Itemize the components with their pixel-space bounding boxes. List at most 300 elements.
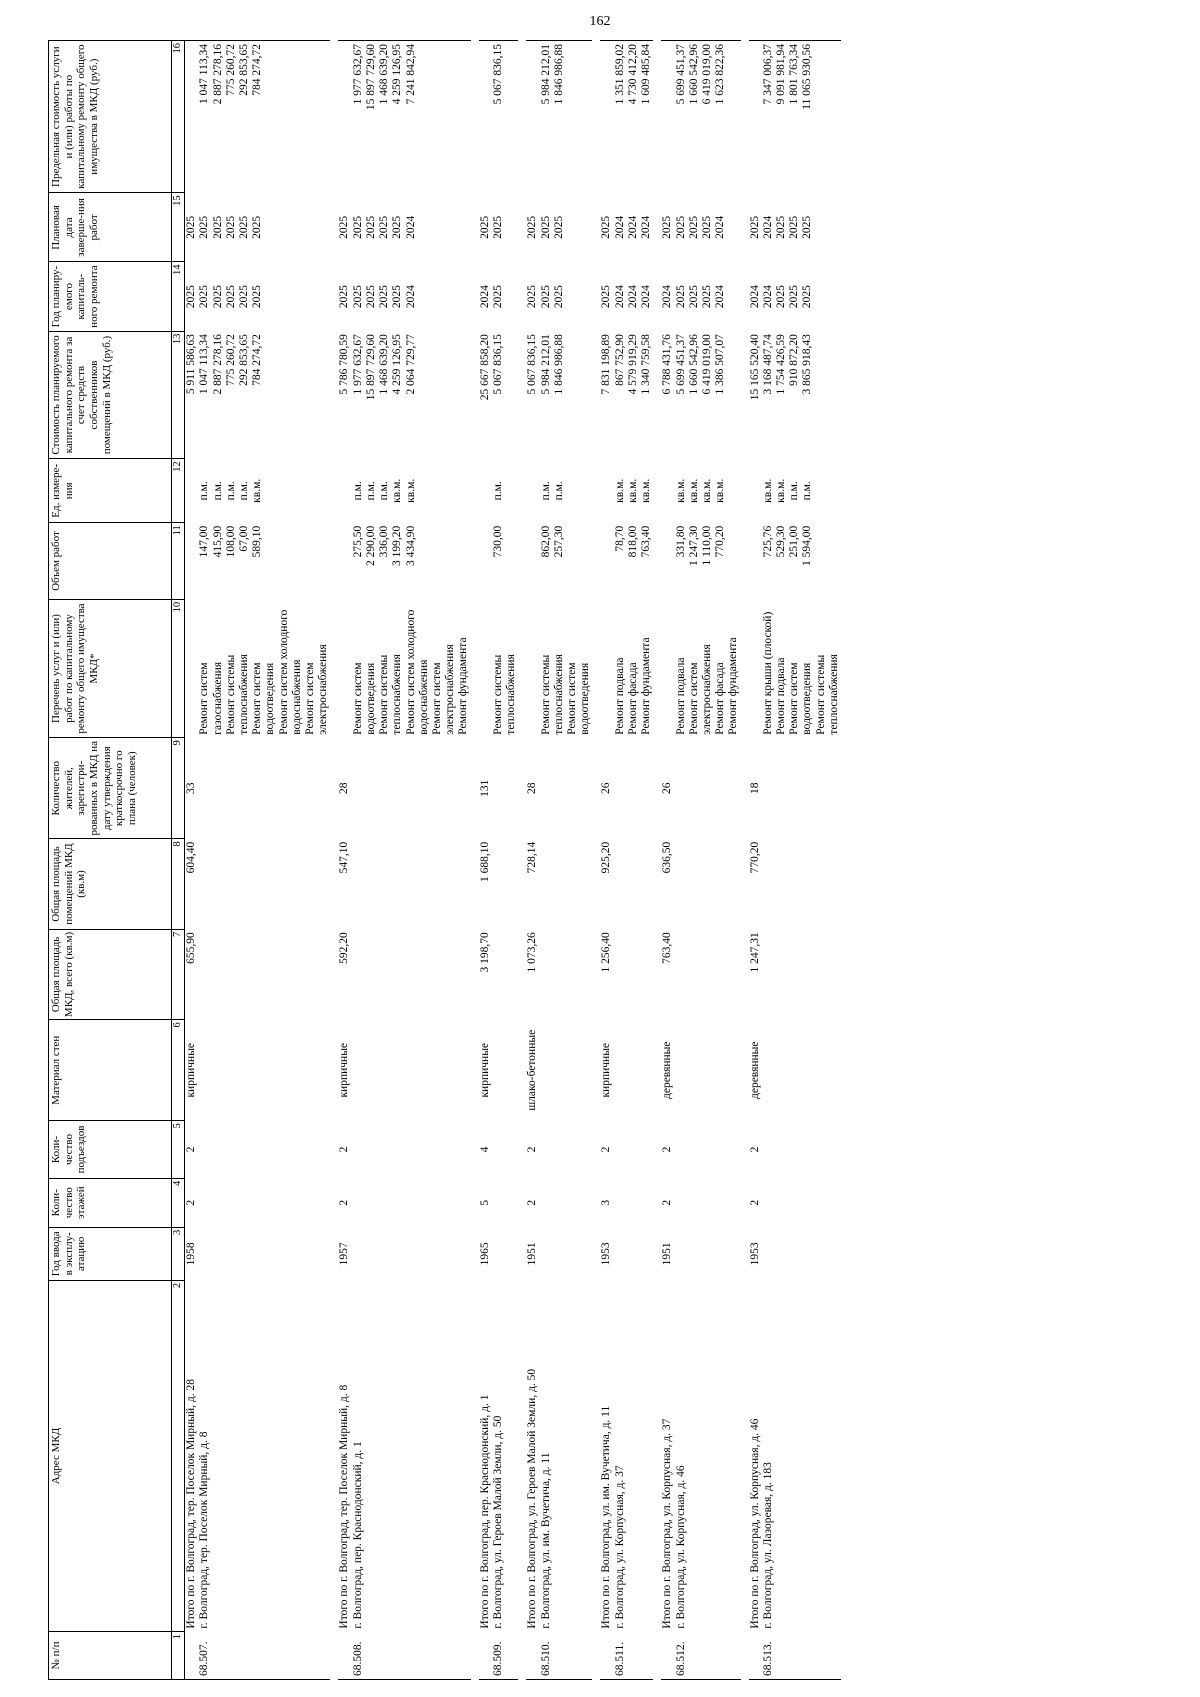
cell-plan-year-line: 2024 — [404, 285, 417, 309]
cell-empty — [198, 929, 330, 1019]
header-col-11: Объем работ — [49, 523, 172, 600]
spacer-row — [471, 41, 479, 1680]
cell-volume-line: 2 290,00 — [364, 525, 377, 566]
cell-num — [600, 1632, 613, 1680]
header-col-2: Адрес МКД — [49, 1280, 172, 1631]
cell-empty — [762, 839, 841, 929]
cell-empty — [762, 1020, 841, 1121]
cell-entrances: 2 — [185, 1121, 199, 1178]
cell-empty — [198, 1020, 330, 1121]
cell-empty — [540, 839, 593, 929]
cell-volume — [600, 523, 613, 600]
total-row — [479, 41, 492, 1680]
cell-material: кирпичные — [185, 1020, 199, 1121]
item-row — [352, 41, 471, 1680]
cell-cost-line: 867 752,90 — [613, 334, 626, 386]
cell-cost-line: 1 340 759,58 — [640, 334, 653, 395]
cell-empty — [198, 738, 330, 839]
cell-area-rooms: 728,14 — [526, 841, 539, 874]
cell-empty — [675, 1178, 741, 1227]
cell-volume-line: 331,80 — [674, 525, 687, 558]
cell-empty — [762, 929, 841, 1019]
spacer-cell — [841, 41, 849, 1680]
header-num-5: 5 — [172, 1121, 185, 1178]
cell-material: кирпичные — [338, 1042, 351, 1098]
cell-cost — [352, 331, 471, 459]
total-label: Итого по г. Волгоград, ул. Корпусная, д. 37 — [661, 1418, 674, 1629]
cell-cost-line: 5 699 451,37 — [674, 334, 687, 395]
cell-works-line: Ремонт систем газоснабжения — [198, 661, 224, 735]
cell-unit-line: п.м. — [491, 481, 504, 501]
cell-unit — [762, 459, 841, 523]
cell-works-line: Ремонт фасада — [714, 662, 727, 735]
cell-residents: 26 — [661, 782, 674, 794]
cell-material: деревянные — [748, 1041, 761, 1099]
cell-num: 68.507. — [198, 1632, 330, 1680]
header-col-4: Коли-чество этажей — [49, 1178, 172, 1227]
cell-plan-year: 2025 — [185, 262, 199, 331]
cell-works-line: Ремонт систем холодного водоснабжения — [404, 609, 430, 735]
cell-area-total: 1 073,26 — [526, 932, 539, 973]
cell-empty — [492, 1178, 518, 1227]
cell-plan-year: 2025 — [338, 285, 351, 309]
cell-cost — [614, 331, 654, 459]
cell-plan-year-line: 2025 — [700, 285, 713, 309]
cell-cost: 7 831 198,89 — [600, 334, 613, 395]
cell-num: 68.510. — [540, 1632, 593, 1680]
cell-plan-year-line: 2025 — [237, 285, 250, 309]
cell-volume — [762, 523, 841, 600]
cell-cost: 6 788 431,76 — [661, 334, 674, 395]
cell-address: г. Волгоград, ул. Лазоревая, д. 183 — [761, 1462, 774, 1629]
cell-material: кирпичные — [478, 1042, 491, 1098]
cell-works — [526, 599, 539, 737]
cell-limit-line: 1 351 859,02 — [613, 44, 626, 105]
cell-end-year-line: 2024 — [714, 215, 727, 239]
header-num-10: 10 — [172, 599, 185, 737]
cell-works-line: Ремонт фундамента — [727, 637, 740, 735]
cell-num: 68.512. — [675, 1632, 741, 1680]
cell-area-rooms: 770,20 — [748, 841, 761, 874]
cell-empty — [492, 1121, 518, 1178]
header-col-14: Год планиру-емого капиталь-ного ремонта — [49, 262, 172, 331]
cell-entrances: 4 — [478, 1146, 491, 1153]
cell-unit-line: п.м. — [351, 481, 364, 501]
cell-plan-year-line: 2025 — [364, 285, 377, 309]
cell-limit — [479, 41, 492, 193]
cell-end-year-line: 2025 — [700, 215, 713, 239]
cell-end-year-line: 2025 — [539, 215, 552, 239]
header-col-10: Перечень услуг и (или) работ по капитальному ремонту общего имущества МКД* — [49, 599, 172, 737]
cell-plan-year — [614, 262, 654, 331]
header-col-1: № п/п — [49, 1632, 172, 1680]
header-num-4: 4 — [172, 1178, 185, 1227]
cell-unit-line: кв.м. — [714, 478, 727, 503]
header-num-13: 13 — [172, 331, 185, 459]
cell-end-year-line: 2025 — [224, 215, 237, 239]
cell-works-line: Ремонт крыши (плоской) — [761, 611, 774, 735]
cell-volume — [614, 523, 654, 600]
cell-empty — [540, 929, 593, 1019]
item-row — [540, 41, 593, 1680]
cell-limit-line: 1 801 763,34 — [788, 44, 801, 105]
cell-volume-line: 415,90 — [211, 525, 224, 558]
item-row — [675, 41, 741, 1680]
cell-empty — [675, 839, 741, 929]
cell-volume — [479, 523, 492, 600]
cell-end-year-line: 2025 — [364, 215, 377, 239]
cell-cost-line: 292 853,65 — [237, 334, 250, 386]
cell-unit — [749, 459, 762, 523]
cell-residents: 131 — [478, 779, 491, 797]
table-body — [185, 41, 850, 1680]
cell-plan-year — [762, 262, 841, 331]
cell-empty — [614, 839, 654, 929]
cell-works-line: Ремонт системы теплоснабжения — [378, 654, 404, 735]
cell-cost-line: 1 047 113,34 — [198, 334, 211, 395]
cell-volume — [198, 523, 330, 600]
cell-cost-line: 784 274,72 — [251, 334, 264, 386]
cell-end-year-line: 2025 — [351, 215, 364, 239]
cell-unit-line: кв.м. — [251, 478, 264, 503]
cell-works-line: Ремонт фундамента — [457, 637, 470, 735]
cell-unit-line: п.м. — [237, 481, 250, 501]
cell-cost-line: 4 259 126,95 — [391, 334, 404, 395]
cell-end-year-line: 2025 — [788, 215, 801, 239]
cell-empty — [492, 1020, 518, 1121]
cell-limit — [352, 41, 471, 193]
cell-plan-year: 2025 — [600, 285, 613, 309]
cell-volume-line: 147,00 — [198, 525, 211, 558]
header-col-3: Год ввода в эксплу-атацию — [49, 1227, 172, 1280]
cell-works-line: Ремонт систем электроснабжения — [431, 644, 457, 735]
spacer-cell — [330, 41, 338, 1680]
cell-empty — [675, 738, 741, 839]
cell-unit-line: кв.м. — [775, 478, 788, 503]
header-col-6: Материал стен — [49, 1020, 172, 1121]
cell-cost-line: 775 260,72 — [224, 334, 237, 386]
cell-empty — [352, 929, 471, 1019]
cell-unit-line: п.м. — [552, 481, 565, 501]
cell-works — [492, 599, 518, 737]
cell-address: г. Волгоград, ул. Корпусная, д. 46 — [674, 1465, 687, 1629]
cell-plan-year-line: 2025 — [378, 285, 391, 309]
cell-works-line: Ремонт фундамента — [640, 637, 653, 735]
header-col-8: Общая площадь помещений МКД (кв.м) — [49, 839, 172, 929]
header-col-16: Предельная стоимость услуги и (или) работы по капитальному ремонту общего имущества в МКД (руб.) — [49, 41, 172, 193]
cell-end-year-line: 2024 — [613, 215, 626, 239]
cell-end-year-line: 2025 — [674, 215, 687, 239]
cell-works — [661, 599, 674, 737]
cell-limit — [526, 41, 539, 193]
cell-plan-year: 2024 — [478, 285, 491, 309]
total-row — [338, 41, 351, 1680]
cell-volume-line: 589,10 — [251, 525, 264, 558]
cell-volume — [749, 523, 762, 600]
header-num-3: 3 — [172, 1227, 185, 1280]
cell-volume-line: 725,76 — [761, 525, 774, 558]
cell-unit-line: п.м. — [224, 481, 237, 501]
cell-end-year-line: 2025 — [237, 215, 250, 239]
cell-works-line: Ремонт систем водоотведения — [251, 662, 277, 735]
cell-works — [185, 599, 199, 737]
cell-plan-year-line: 2024 — [761, 285, 774, 309]
cell-limit — [614, 41, 654, 193]
cell-empty — [492, 1227, 518, 1280]
cell-cost — [492, 331, 518, 459]
cell-empty — [675, 929, 741, 1019]
cell-plan-year-line: 2024 — [626, 285, 639, 309]
cell-limit-line: 5 984 212,01 — [539, 44, 552, 105]
cell-area-rooms: 547,10 — [338, 841, 351, 874]
cell-floors: 2 — [338, 1199, 351, 1206]
total-row — [600, 41, 613, 1680]
header-col-12: Ед. измере-ния — [49, 459, 172, 523]
cell-limit-line: 5 067 836,15 — [491, 44, 504, 105]
cell-works-line: Ремонт фасада — [626, 662, 639, 735]
cell-empty — [352, 1227, 471, 1280]
cell-empty — [614, 1227, 654, 1280]
item-row — [198, 41, 330, 1680]
cell-cost-line: 910 872,20 — [788, 334, 801, 386]
cell-year: 1951 — [526, 1242, 539, 1266]
total-row — [749, 41, 762, 1680]
total-label: Итого по г. Волгоград, ул. Героев Малой Земли, д. 50 — [526, 1368, 539, 1629]
cell-volume-line: 3 199,20 — [391, 525, 404, 566]
cell-empty — [198, 1227, 330, 1280]
cell-volume-line: 251,00 — [788, 525, 801, 558]
cell-empty — [540, 1121, 593, 1178]
cell-empty — [540, 1020, 593, 1121]
cell-unit-line: п.м. — [788, 481, 801, 501]
header-num-15: 15 — [172, 193, 185, 262]
cell-volume-line: 818,00 — [626, 525, 639, 558]
cell-unit — [661, 459, 674, 523]
cell-volume-line: 1 247,30 — [687, 525, 700, 566]
cell-area-total: 1 247,31 — [748, 932, 761, 973]
cell-plan-year-line: 2025 — [211, 285, 224, 309]
cell-limit — [762, 41, 841, 193]
cell-unit — [675, 459, 741, 523]
cell-volume-line: 67,00 — [237, 525, 250, 552]
cell-cost-line: 6 419 019,00 — [700, 334, 713, 395]
cell-end-year-line: 2025 — [775, 215, 788, 239]
cell-unit — [526, 459, 539, 523]
cell-limit — [675, 41, 741, 193]
cell-limit-line: 1 660 542,96 — [687, 44, 700, 105]
item-row — [492, 41, 518, 1680]
cell-cost — [198, 331, 330, 459]
cell-works-line: Ремонт системы теплоснабжения — [491, 654, 518, 735]
cell-num — [479, 1632, 492, 1680]
spacer-row — [841, 41, 849, 1680]
cell-works-line: Ремонт систем электроснабжения — [687, 644, 713, 735]
spacer-row — [741, 41, 749, 1680]
cell-end-year-line: 2025 — [391, 215, 404, 239]
cell-volume — [492, 523, 518, 600]
cell-unit — [185, 459, 199, 523]
cell-unit-line: п.м. — [198, 481, 211, 501]
cell-unit-line: п.м. — [378, 481, 391, 501]
cell-plan-year: 2024 — [661, 285, 674, 309]
cell-limit-line: 292 853,65 — [237, 44, 250, 96]
total-label: Итого по г. Волгоград, ул. Корпусная, д. 46 — [748, 1418, 761, 1629]
cell-limit-line: 1 047 113,34 — [198, 44, 211, 104]
cell-end-year: 2025 — [661, 215, 674, 239]
cell-cost-line: 1 846 986,88 — [552, 334, 565, 395]
cell-empty — [198, 1178, 330, 1227]
cell-limit-line: 11 065 930,56 — [801, 44, 814, 110]
header-num-9: 9 — [172, 738, 185, 839]
header-num-2: 2 — [172, 1280, 185, 1631]
cell-limit-line: 9 091 981,94 — [775, 44, 788, 105]
cell-area-rooms: 604,40 — [185, 839, 199, 929]
cell-year: 1957 — [338, 1242, 351, 1266]
cell-empty — [540, 1178, 593, 1227]
cell-limit-line: 15 897 729,60 — [364, 44, 377, 111]
cell-plan-year-line: 2025 — [552, 285, 565, 309]
cell-limit-line: 4 259 126,95 — [391, 44, 404, 105]
cell-volume — [526, 523, 539, 600]
cell-cost-line: 1 386 507,07 — [714, 334, 727, 395]
cell-works — [600, 599, 613, 737]
cell-num — [526, 1632, 539, 1680]
cell-end-year-line: 2024 — [640, 215, 653, 239]
cell-plan-year: 2024 — [748, 285, 761, 309]
cell-limit-line: 1 623 822,36 — [714, 44, 727, 105]
cell-cost — [540, 331, 593, 459]
cell-entrances: 2 — [600, 1146, 613, 1153]
cell-volume — [540, 523, 593, 600]
cell-address: г. Волгоград, ул. им. Вучетича, д. 11 — [539, 1452, 552, 1629]
cell-entrances: 2 — [661, 1146, 674, 1153]
cell-unit-line: кв.м. — [391, 478, 404, 503]
spacer-cell — [518, 41, 526, 1680]
cell-works — [479, 599, 492, 737]
cell-cost-line: 1 977 632,67 — [351, 334, 364, 395]
cell-plan-year-line: 2025 — [775, 285, 788, 309]
header-num-1: 1 — [172, 1632, 185, 1680]
header-col-9: Количество жителей, зарегистри-рованных в МКД на дату утверждения краткосрочно го плана (человек) — [49, 738, 172, 839]
cell-cost-line: 1 754 426,59 — [775, 334, 788, 395]
page-number: 162 — [589, 14, 611, 29]
cell-works-line: Ремонт системы теплоснабжения — [224, 654, 250, 735]
cell-empty — [762, 1121, 841, 1178]
cell-floors: 2 — [526, 1199, 539, 1206]
cell-works — [675, 599, 741, 737]
cell-end-year-line: 2024 — [404, 215, 417, 239]
cell-plan-year-line: 2024 — [640, 285, 653, 309]
cell-end-year — [614, 193, 654, 262]
cell-unit — [540, 459, 593, 523]
cell-residents: 26 — [600, 782, 613, 794]
cell-limit — [600, 41, 613, 193]
cell-unit-line: кв.м. — [687, 478, 700, 503]
cell-unit-line: кв.м. — [761, 478, 774, 503]
item-row — [762, 41, 841, 1680]
cell-works — [338, 599, 351, 737]
spacer-row — [592, 41, 600, 1680]
cell-material: деревянные — [661, 1041, 674, 1099]
cell-unit-line: кв.м. — [626, 478, 639, 503]
cell-plan-year — [198, 262, 330, 331]
cell-plan-year-line: 2024 — [613, 285, 626, 309]
cell-end-year — [675, 193, 741, 262]
cell-works-line: Ремонт системы теплоснабжения — [814, 654, 840, 735]
cell-year: 1953 — [600, 1242, 613, 1266]
cell-empty — [198, 839, 330, 929]
cell-empty — [492, 929, 518, 1019]
cell-empty — [762, 738, 841, 839]
spacer-row — [518, 41, 526, 1680]
cell-end-year: 2025 — [600, 215, 613, 239]
cell-volume-line: 730,00 — [491, 525, 504, 558]
cell-limit-line: 5 699 451,37 — [674, 44, 687, 105]
cell-limit-line: 4 730 412,20 — [626, 44, 639, 105]
cell-unit-line: п.м. — [364, 481, 377, 501]
cell-end-year — [492, 193, 518, 262]
cell-volume-line: 275,50 — [351, 525, 364, 558]
cell-plan-year-line: 2025 — [198, 285, 211, 309]
cell-end-year: 2025 — [185, 193, 199, 262]
cell-volume-line: 78,70 — [613, 525, 626, 552]
cell-cost: 5 911 586,63 — [185, 331, 199, 459]
spacer-cell — [653, 41, 661, 1680]
cell-plan-year — [540, 262, 593, 331]
cell-works — [614, 599, 654, 737]
cell-unit-line: п.м. — [211, 481, 224, 501]
total-label: Итого по г. Волгоград, ул. им. Вучетича, д. 11 — [600, 1405, 613, 1629]
total-row — [185, 41, 199, 1680]
cell-area-total: 592,20 — [338, 932, 351, 964]
cell-empty — [675, 1121, 741, 1178]
cell-limit — [749, 41, 762, 193]
cell-cost — [675, 331, 741, 459]
cell-cost-line: 4 579 919,29 — [626, 334, 639, 395]
cell-volume — [185, 523, 199, 600]
cell-limit — [185, 41, 199, 193]
cell-end-year-line: 2025 — [687, 215, 700, 239]
header-col-7: Общая площадь МКД, всего (кв.м) — [49, 929, 172, 1019]
cell-cost-line: 2 887 278,16 — [211, 334, 224, 395]
header-col-5: Коли-чество подъездов — [49, 1121, 172, 1178]
cell-plan-year — [492, 262, 518, 331]
cell-address: г. Волгоград, ул. Корпусная, д. 37 — [613, 1465, 626, 1629]
cell-works-line: Ремонт систем водоотведения — [351, 662, 377, 735]
cell-end-year — [352, 193, 471, 262]
cell-cost-line: 3 168 487,74 — [761, 334, 774, 395]
cell-works — [762, 599, 841, 737]
spacer-row — [653, 41, 661, 1680]
cell-unit-line: кв.м. — [640, 478, 653, 503]
cell-unit — [614, 459, 654, 523]
cell-limit-line: 1 846 986,88 — [552, 44, 565, 105]
cell-works-line: Ремонт систем холодного водоснабжения — [277, 609, 303, 735]
cell-address: г. Волгоград, пер. Краснодонский, д. 1 — [351, 1441, 364, 1629]
cell-plan-year-line: 2025 — [224, 285, 237, 309]
cell-end-year: 2025 — [526, 215, 539, 239]
cell-plan-year-line: 2025 — [351, 285, 364, 309]
cell-plan-year-line: 2024 — [714, 285, 727, 309]
cell-limit-line: 6 419 019,00 — [700, 44, 713, 105]
cell-empty — [540, 1227, 593, 1280]
cell-cost: 25 667 858,20 — [478, 334, 491, 401]
cell-cost-line: 3 865 918,43 — [801, 334, 814, 395]
cell-empty — [352, 1020, 471, 1121]
cell-limit-line: 775 260,72 — [224, 44, 237, 96]
cell-area-rooms: 636,50 — [661, 841, 674, 874]
cell-area-total: 3 198,70 — [478, 932, 491, 973]
